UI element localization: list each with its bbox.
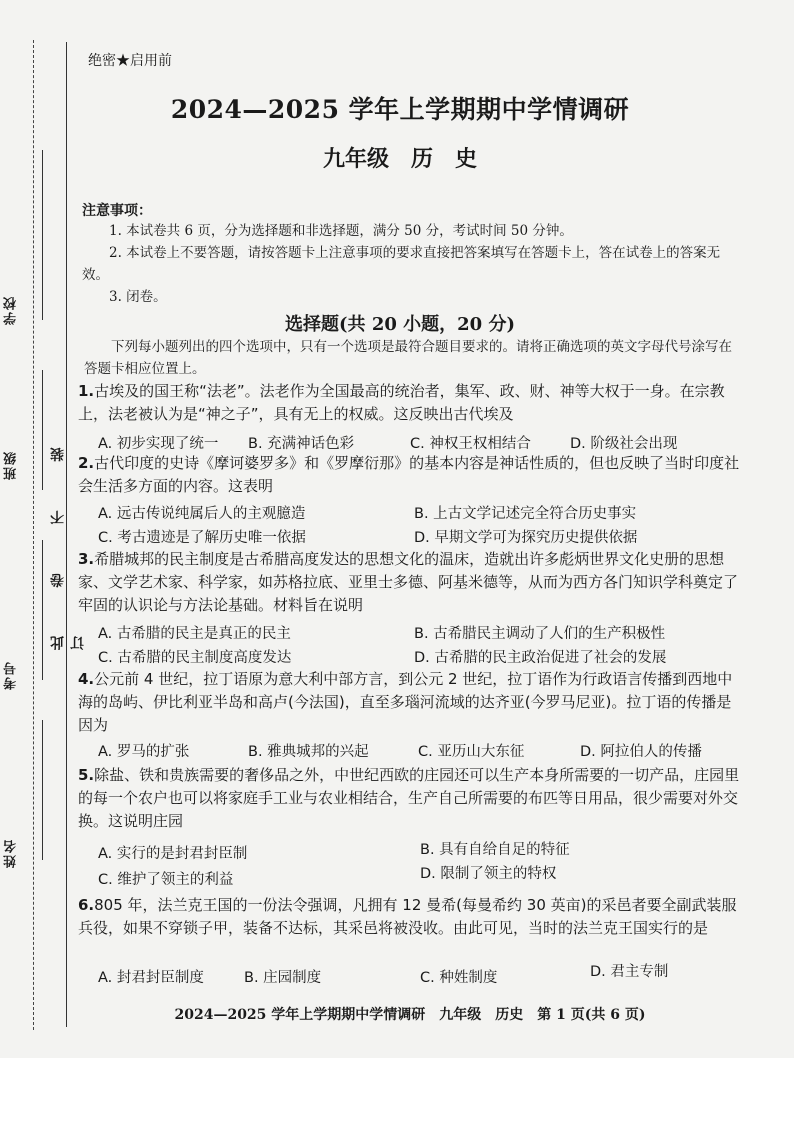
option-a[interactable]: A. 远古传说纯属后人的主观臆造 <box>98 506 306 522</box>
option-b[interactable]: B. 具有自给自足的特征 <box>420 842 570 858</box>
section-title: 选择题(共 20 小题，20 分) <box>285 314 515 335</box>
question-number: 2. <box>78 454 95 472</box>
option-d[interactable]: D. 古希腊的民主政治促进了社会的发展 <box>414 650 667 666</box>
question-stem: 希腊城邦的民主制度是古希腊高度发达的思想文化的温床，造就出许多彪炳世界文化史册的思想家、文学艺术家、科学家，如苏格拉底、亚里士多德、阿基米德等，从而为西方各门知识学科奠定了牢固的认识论与方法论基础。材料旨在说明 <box>78 550 739 614</box>
option-a[interactable]: A. 古希腊的民主是真正的民主 <box>98 626 291 642</box>
option-a[interactable]: A. 罗马的扩张 <box>98 744 190 760</box>
question <box>78 894 743 940</box>
page-title: 2024—2025 学年上学期期中学情调研 <box>170 95 630 124</box>
binding-dashed-line <box>33 40 34 1030</box>
class-blank <box>42 370 43 490</box>
option-a[interactable]: A. 实行的是封君封臣制 <box>98 846 248 862</box>
question <box>78 668 743 737</box>
option-c[interactable]: C. 古希腊的民主制度高度发达 <box>98 650 292 666</box>
question-number: 5. <box>78 766 95 784</box>
notice-item: 1. 本试卷共 6 页，分为选择题和非选择题，满分 50 分，考试时间 50 分钟。 <box>109 223 573 239</box>
question-number: 3. <box>78 550 95 568</box>
option-b[interactable]: B. 庄园制度 <box>244 970 322 986</box>
name-label: 姓名 <box>4 838 19 868</box>
question <box>78 548 743 617</box>
option-b[interactable]: B. 古希腊民主调动了人们的生产积极性 <box>414 626 666 642</box>
question-stem: 除盐、铁和贵族需要的奢侈品之外，中世纪西欧的庄园还可以生产本身所需要的一切产品，庄园里的每一个农户也可以将家庭手工业与农业相结合，生产自己所需要的布匹等日用品，很少需要对外交换。这说明庄园 <box>78 766 740 830</box>
question-stem: 古代印度的史诗《摩诃婆罗多》和《罗摩衍那》的基本内容是神话性质的，但也反映了当时印度社会生活多方面的内容。这表明 <box>78 454 740 495</box>
question-number: 4. <box>78 670 95 688</box>
school-label: 学校 <box>4 295 19 325</box>
question-stem: 古埃及的国王称“法老”。法老作为全国最高的统治者，集军、政、财、神等大权于一身。在宗教上，法老被认为是“神之子”，具有无上的权威。这反映出古代埃及 <box>78 382 725 423</box>
exam-no-label: 考号 <box>4 660 19 690</box>
seal-note: 此 卷 不 装 订 <box>50 425 86 650</box>
option-a[interactable]: A. 封君封臣制度 <box>98 970 204 986</box>
option-d[interactable]: D. 早期文学可为探究历史提供依据 <box>414 530 638 546</box>
class-label: 班级 <box>4 450 19 480</box>
option-d[interactable]: D. 限制了领主的特权 <box>420 866 557 882</box>
name-blank <box>42 720 43 860</box>
notice-heading: 注意事项： <box>82 203 152 219</box>
option-c[interactable]: C. 神权王权相结合 <box>410 436 531 452</box>
question <box>78 764 743 833</box>
option-c[interactable]: C. 考古遗迹是了解历史唯一依据 <box>98 530 306 546</box>
confidential-mark: 绝密★启用前 <box>88 53 172 69</box>
school-blank <box>42 150 43 320</box>
option-d[interactable]: D. 阶级社会出现 <box>570 436 678 452</box>
option-c[interactable]: C. 亚历山大东征 <box>418 744 525 760</box>
question <box>78 452 743 498</box>
page-subtitle: 九年级 历 史 <box>322 146 477 172</box>
option-b[interactable]: B. 充满神话色彩 <box>248 436 355 452</box>
question <box>78 380 743 426</box>
exam-no-blank <box>42 540 43 680</box>
section-instruction: 下列每小题列出的四个选项中，只有一个选项是最符合题目要求的。请将正确选项的英文字母代号涂写在答题卡相应位置上。 <box>84 339 732 377</box>
option-b[interactable]: B. 雅典城邦的兴起 <box>248 744 369 760</box>
option-c[interactable]: C. 种姓制度 <box>420 970 498 986</box>
option-b[interactable]: B. 上古文学记述完全符合历史事实 <box>414 506 637 522</box>
question-stem: 805 年，法兰克王国的一份法令强调，凡拥有 12 曼希(每曼希约 30 英亩)的采邑者要全副武装服兵役，如果不穿锁子甲，装备不达标，其采邑将被没收。由此可见，当时的法兰克王国实行的是 <box>78 896 737 937</box>
option-a[interactable]: A. 初步实现了统一 <box>98 436 219 452</box>
page-footer: 2024—2025 学年上学期期中学情调研 九年级 历史 第 1 页(共 6 页) <box>174 1007 646 1023</box>
option-c[interactable]: C. 维护了领主的利益 <box>98 872 234 888</box>
option-d[interactable]: D. 君主专制 <box>590 964 669 980</box>
question-number: 1. <box>78 382 95 400</box>
option-d[interactable]: D. 阿拉伯人的传播 <box>580 744 702 760</box>
page-margin <box>0 1058 794 1123</box>
notice-item: 2. 本试卷上不要答题，请按答题卡上注意事项的要求直接把答案填写在答题卡上，答在试卷上的答案无效。 <box>82 245 721 283</box>
question-stem: 公元前 4 世纪，拉丁语原为意大利中部方言，到公元 2 世纪，拉丁语作为行政语言传播到西地中海的岛屿、伊比利亚半岛和高卢(今法国)，直至多瑙河流域的达齐亚(今罗马尼亚)。拉丁语的传播是因为 <box>78 670 733 734</box>
notice-item: 3. 闭卷。 <box>109 289 167 305</box>
question-number: 6. <box>78 896 95 914</box>
